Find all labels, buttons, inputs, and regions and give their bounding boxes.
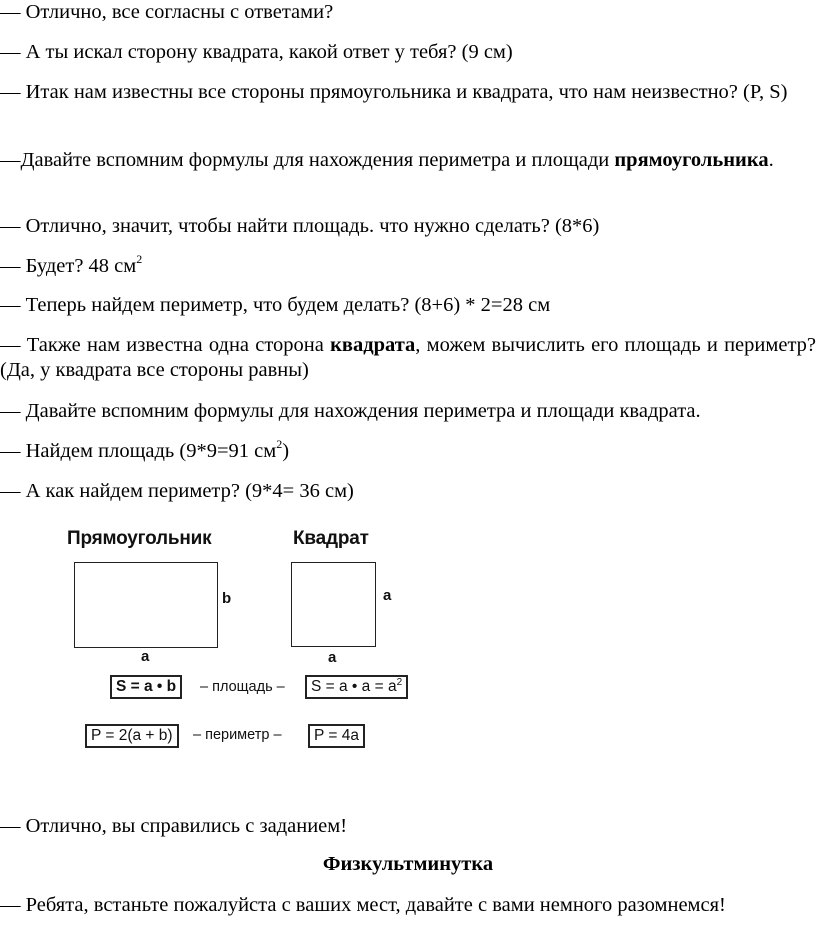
line-10-sup: 2 — [276, 437, 283, 451]
rect-side-b-label: b — [222, 590, 232, 607]
line-9-text: — Давайте вспомним формулы для нахождения периметра и площади квадрата. — [0, 400, 701, 422]
line-1-text: — Отлично, все согласны с ответами? — [0, 1, 334, 23]
area-label: – площадь – — [200, 679, 285, 695]
line-6 — [0, 254, 816, 279]
rectangle-shape — [74, 562, 218, 648]
line-5-text: — Отлично, значит, чтобы найти площадь. что нужно сделать? (8*6) — [0, 215, 600, 237]
rect-title: Прямоугольник — [67, 528, 212, 549]
square-area-formula: S = a • a = a — [311, 678, 397, 695]
line-2 — [0, 40, 816, 65]
square-perimeter-formula-box — [308, 724, 365, 748]
line-1 — [0, 0, 816, 25]
square-shape — [291, 562, 376, 647]
line-6-text: — Будет? 48 см — [0, 255, 137, 277]
line-12 — [0, 814, 816, 839]
line-9 — [0, 399, 816, 424]
line-11-text: — А как найдем периметр? (9*4= 36 см) — [0, 480, 354, 502]
line-7-text: — Теперь найдем периметр, что будем делать? (8+6) * 2=28 см — [0, 294, 551, 316]
line-5 — [0, 214, 816, 239]
rect-area-formula-box — [110, 675, 182, 699]
line-4 — [0, 148, 816, 173]
line-3 — [0, 80, 816, 105]
rect-area-formula: S = a • b — [116, 678, 177, 695]
line-4-bold: прямоугольника — [614, 149, 769, 171]
line-13-text: — Ребята, встаньте пожалуйста с ваших мест, давайте с вами немного разомнемся! — [0, 894, 726, 916]
perimeter-label: – периметр – — [193, 727, 282, 743]
line-2-text: — А ты искал сторону квадрата, какой ответ у тебя? (9 см) — [0, 41, 513, 63]
line-3-text: — Итак нам известны все стороны прямоугольника и квадрата, что нам неизвестно? (P, S) — [0, 81, 788, 103]
line-11 — [0, 479, 816, 504]
square-area-sup: 2 — [396, 677, 403, 688]
line-12-text: — Отлично, вы справились с заданием! — [0, 815, 348, 837]
rect-side-a-label: a — [141, 648, 150, 665]
line-8-text: — Также нам известна одна сторона — [0, 334, 324, 356]
square-perimeter-formula: P = 4a — [314, 727, 359, 744]
line-8-end: , можем вычислить его площадь и периметр? (Да, у квадрата все стороны равны) — [0, 334, 816, 381]
line-10-text: — Найдем площадь (9*9=91 см — [0, 440, 277, 462]
line-13 — [0, 893, 816, 918]
line-8 — [0, 333, 816, 383]
line-10 — [0, 439, 816, 464]
section-heading-text: Физкультминутка — [322, 853, 494, 875]
line-7 — [0, 293, 816, 318]
square-side-bottom-label: a — [328, 649, 337, 666]
line-4-text: —Давайте вспомним формулы для нахождения периметра и площади — [0, 149, 610, 171]
rect-perimeter-formula: P = 2(a + b) — [91, 727, 173, 744]
square-title: Квадрат — [293, 528, 369, 549]
line-10-end: ) — [282, 440, 290, 462]
rect-perimeter-formula-box — [85, 724, 179, 748]
formula-figure — [60, 520, 460, 770]
line-6-sup: 2 — [136, 252, 143, 266]
square-area-formula-box — [305, 675, 408, 699]
section-heading — [0, 852, 816, 877]
square-side-right-label: a — [383, 587, 392, 604]
line-8-bold: квадрата — [330, 334, 416, 356]
line-4-end: . — [768, 149, 774, 171]
